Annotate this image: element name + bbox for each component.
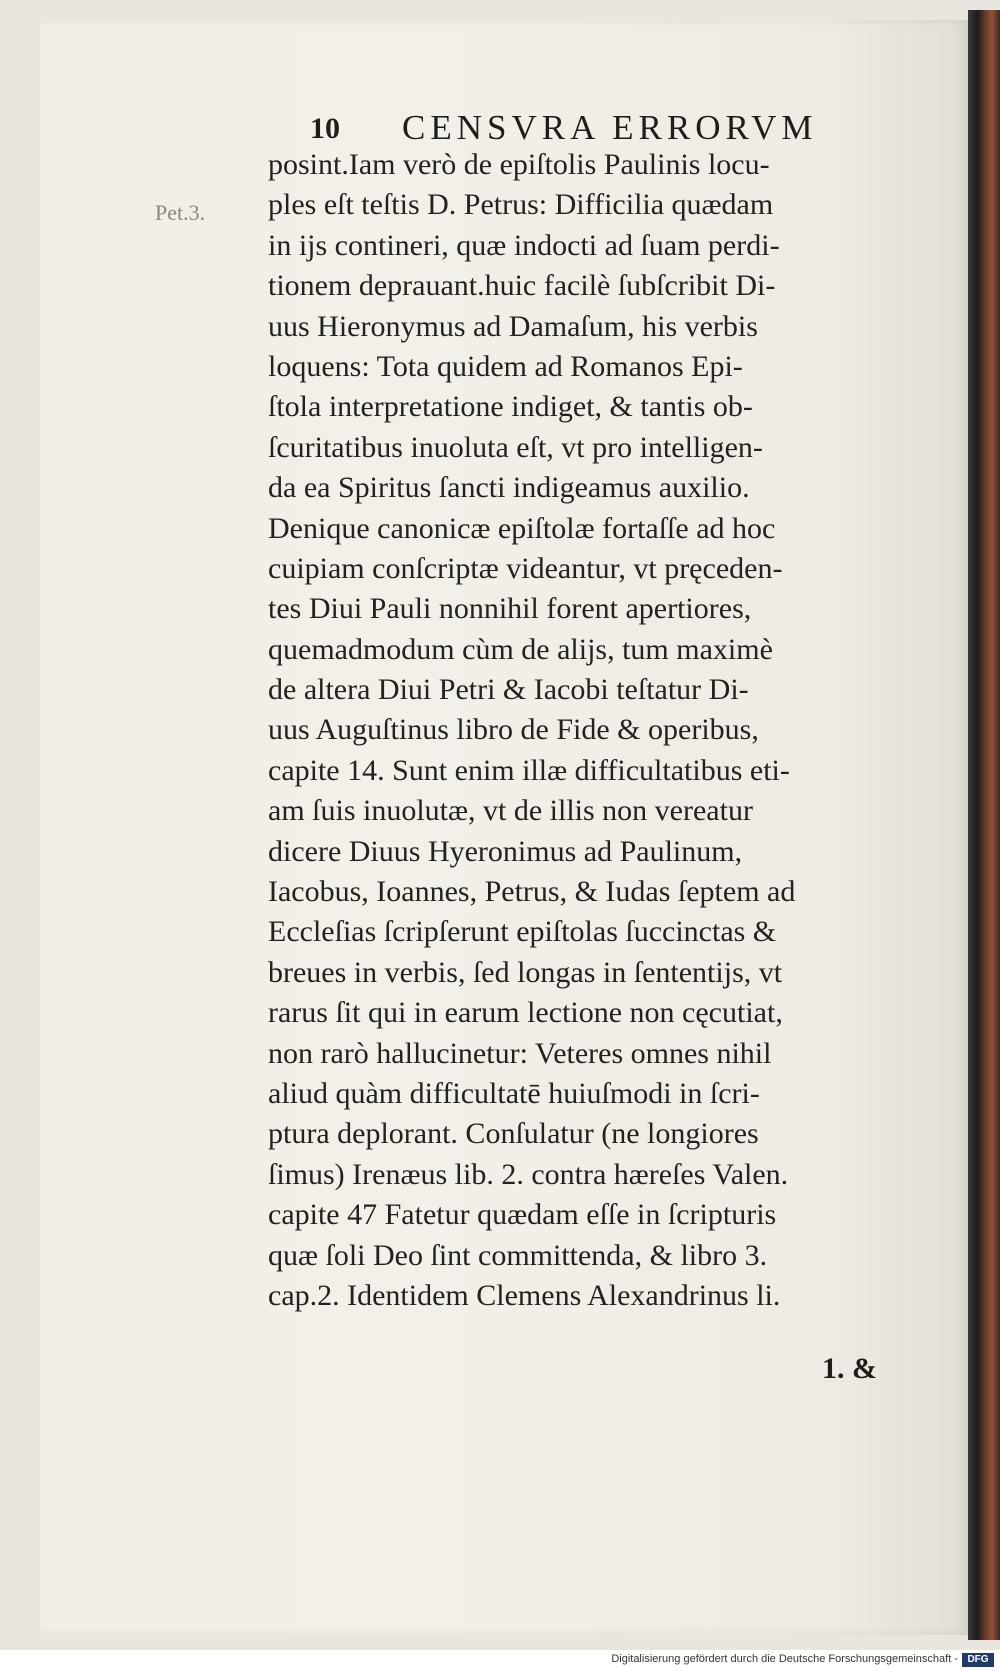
- text-line: cap.2. Identidem Clemens Alexandrinus li.: [268, 1278, 781, 1312]
- text-line: ples eſt teſtis D. Petrus: Difficilia quædam: [268, 188, 774, 222]
- catchword: 1. &: [822, 1352, 877, 1385]
- text-line: Iacobus, Ioannes, Petrus, & Iudas ſeptem ad: [268, 875, 796, 909]
- text-line: ſcuritatibus inuoluta eſt, vt pro intelligen-: [268, 430, 763, 464]
- book-edge: [968, 10, 1000, 1640]
- text-line: da ea Spiritus ſancti indigeamus auxilio.: [268, 471, 750, 505]
- text-line: ſimus) Irenæus lib. 2. contra hæreſes Valen.: [268, 1157, 789, 1191]
- text-line: ſtola interpretatione indiget, & tantis ob-: [268, 390, 753, 424]
- running-head-title: CENSVRA ERRORVM: [402, 108, 818, 147]
- funding-credit: Digitalisierung gefördert durch die Deutsche Forschungsgemeinschaft -: [611, 1653, 958, 1665]
- text-line: loquens: Tota quidem ad Romanos Epi-: [268, 349, 743, 383]
- text-line: uus Hieronymus ad Damaſum, his verbis: [268, 309, 758, 343]
- text-line: ptura deplorant. Conſulatur (ne longiores: [268, 1117, 759, 1151]
- text-line: quæ ſoli Deo ſint committenda, & libro 3.: [268, 1238, 768, 1272]
- text-line: de altera Diui Petri & Iacobi teſtatur Di-: [268, 673, 749, 707]
- text-line: tionem deprauant.huic facilè ſubſcribit Di-: [268, 269, 776, 303]
- text-line: in ijs contineri, quæ indocti ad ſuam perdi-: [268, 228, 780, 262]
- text-line: capite 14. Sunt enim illæ difficultatibus eti-: [268, 753, 790, 787]
- footer-bar: [0, 1650, 1000, 1671]
- margin-note: Pet.3.: [155, 200, 206, 225]
- text-line: capite 47 Fatetur quædam eſſe in ſcripturis: [268, 1198, 777, 1232]
- text-line: breues in verbis, ſed longas in ſententijs, vt: [268, 955, 783, 989]
- text-line: rarus ſit qui in earum lectione non cęcutiat,: [268, 996, 783, 1030]
- text-line: posint.Iam verò de epiſtolis Paulinis locu-: [268, 148, 770, 181]
- dfg-logo-icon: DFG: [962, 1653, 994, 1667]
- text-line: Denique canonicæ epiſtolæ fortaſſe ad hoc: [268, 511, 776, 545]
- text-line: uus Auguſtinus libro de Fide & operibus,: [268, 713, 759, 747]
- text-line: tes Diui Pauli nonnihil forent apertiores,: [268, 592, 752, 626]
- text-line: am ſuis inuolutæ, vt de illis non vereatur: [268, 794, 753, 828]
- text-line: cuipiam conſcriptæ videantur, vt pręceden-: [268, 551, 783, 585]
- body-text: [268, 145, 868, 1316]
- text-line: Eccleſias ſcripſerunt epiſtolas ſuccinctas &: [268, 915, 777, 949]
- page-number: 10: [310, 112, 340, 145]
- text-line: non rarò hallucinetur: Veteres omnes nihil: [268, 1036, 772, 1070]
- text-line: quemadmodum cùm de alijs, tum maximè: [268, 632, 773, 666]
- text-line: aliud quàm difficultatē huiuſmodi in ſcri-: [268, 1076, 760, 1110]
- text-line: dicere Diuus Hyeronimus ad Paulinum,: [268, 834, 743, 868]
